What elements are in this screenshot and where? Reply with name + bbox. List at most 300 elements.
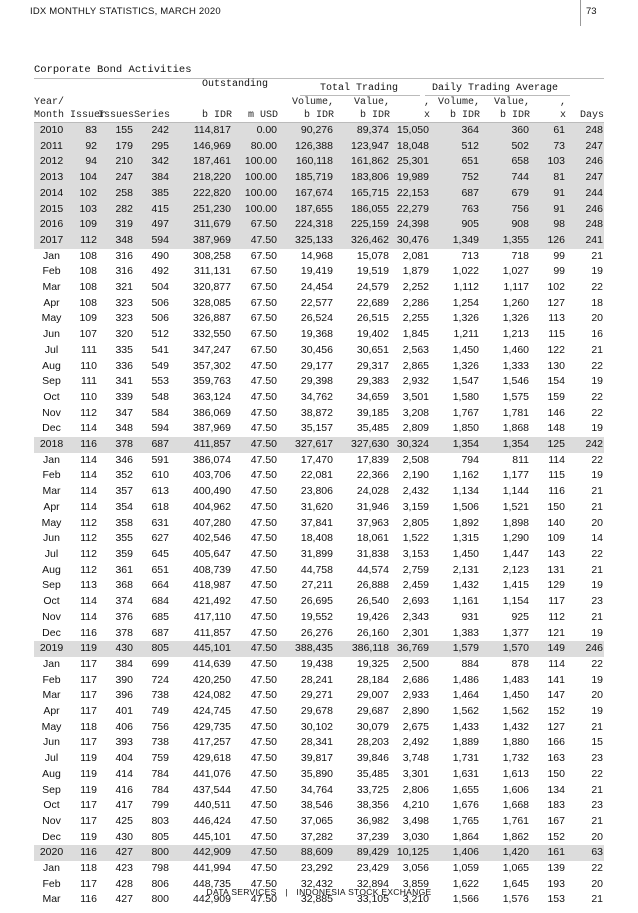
table-cell: 327,617: [278, 437, 334, 453]
table-cell: 2,459: [402, 579, 429, 592]
table-cell: 327,630: [334, 437, 390, 453]
document-header-title: IDX MONTHLY STATISTICS, MARCH 2020: [30, 6, 221, 17]
table-cell: 35,485: [356, 767, 389, 780]
table-cell: Mar: [42, 485, 61, 498]
table-cell: 150: [547, 767, 565, 780]
table-cell: 38,872: [300, 406, 333, 419]
table-cell: 316: [115, 249, 133, 262]
table-cell: 112: [548, 610, 565, 623]
table-cell: 1,576: [502, 893, 529, 906]
table-cell: 23,806: [300, 485, 333, 498]
column-header-top: ,: [423, 97, 430, 108]
table-cell: Apr: [43, 705, 60, 718]
table-cell: 140: [547, 516, 565, 529]
table-cell: Jul: [44, 547, 59, 560]
table-cell: 35,157: [300, 422, 333, 435]
table-cell: 1,420: [480, 845, 530, 861]
table-cell: 47.50: [250, 610, 277, 623]
table-cell: 23: [591, 799, 603, 812]
table-cell: 148: [547, 422, 565, 435]
table-cell: 658: [480, 154, 530, 170]
table-cell: 363,124: [193, 390, 231, 403]
column-header: b IDR: [449, 110, 480, 121]
table-cell: 1,406: [430, 845, 480, 861]
table-cell: 112: [80, 516, 97, 529]
table-cell: 30,651: [356, 343, 389, 356]
table-cell: 147: [547, 689, 565, 702]
table-cell: 152: [547, 830, 565, 843]
table-cell: 20: [591, 877, 603, 890]
table-cell: 22: [591, 359, 603, 372]
table-cell: 114: [80, 422, 97, 435]
table-cell: 445,101: [193, 830, 231, 843]
table-cell: 186,055: [334, 202, 390, 218]
table-cell: 811: [512, 453, 529, 466]
table-cell: 47.50: [250, 673, 277, 686]
table-cell: 798: [151, 862, 169, 875]
table-cell: 115: [548, 469, 565, 482]
table-cell: 39,817: [300, 752, 333, 765]
table-cell: 687: [430, 186, 480, 202]
table-cell: 752: [430, 170, 480, 186]
table-cell: 244: [566, 186, 604, 202]
table-cell: 47.50: [250, 532, 277, 545]
table-cell: 295: [134, 139, 170, 155]
table-cell: 387,969: [170, 233, 232, 249]
table-cell: 193: [547, 877, 565, 890]
table-cell: 378: [98, 437, 134, 453]
table-cell: 645: [151, 547, 169, 560]
table-cell: 116: [70, 845, 98, 861]
column-header-top: [232, 96, 278, 109]
table-row: [34, 563, 604, 579]
table-cell: 368: [115, 579, 133, 592]
table-cell: 631: [151, 516, 169, 529]
table-row-year: [34, 217, 604, 233]
table-cell: 20: [591, 830, 603, 843]
table-cell: 905: [430, 217, 480, 233]
table-cell: 402,546: [193, 532, 231, 545]
table-cell: 92: [70, 139, 98, 155]
table-cell: 2,081: [402, 249, 429, 262]
table-cell: 490: [151, 249, 169, 262]
table-cell: 2,492: [402, 736, 429, 749]
table-cell: 2,932: [402, 375, 429, 388]
table-cell: 47.50: [250, 579, 277, 592]
table-row: [34, 484, 604, 500]
column-header: b IDR: [359, 110, 390, 121]
table-cell: 14,968: [300, 249, 333, 262]
table-cell: 328,085: [193, 296, 231, 309]
table-cell: 417: [115, 799, 133, 812]
table-cell: 2011: [34, 139, 70, 155]
table-cell: 89,429: [334, 845, 390, 861]
table-cell: 1,522: [402, 532, 429, 545]
table-cell: 47.50: [250, 705, 277, 718]
table-cell: 104: [70, 170, 98, 186]
table-cell: Jul: [44, 752, 59, 765]
table-cell: 1,606: [502, 783, 529, 796]
table-cell: 20: [591, 689, 603, 702]
table-cell: 325,133: [278, 233, 334, 249]
table-cell: 358: [115, 516, 133, 529]
table-cell: 3,153: [402, 547, 429, 560]
table-cell: 2,252: [402, 281, 429, 294]
table-cell: 1,892: [452, 516, 479, 529]
table-cell: 2,508: [402, 453, 429, 466]
table-cell: 332,550: [193, 328, 231, 341]
table-cell: 166: [547, 736, 565, 749]
table-cell: Feb: [42, 673, 61, 686]
table-cell: 165,715: [334, 186, 390, 202]
table-cell: 112: [80, 406, 97, 419]
table-cell: 67.50: [232, 217, 278, 233]
table-cell: 1,546: [502, 375, 529, 388]
table-cell: 246: [566, 641, 604, 657]
table-row: [34, 720, 604, 736]
table-cell: 247: [566, 170, 604, 186]
table-cell: 31,620: [300, 500, 333, 513]
table-cell: 47.50: [250, 626, 277, 639]
table-cell: 160,118: [278, 154, 334, 170]
table-cell: 44,758: [300, 563, 333, 576]
table-cell: 67.50: [250, 265, 277, 278]
table-cell: 2,286: [402, 296, 429, 309]
table-cell: 31,946: [356, 500, 389, 513]
table-cell: 29,271: [300, 689, 333, 702]
table-cell: 83: [70, 123, 98, 139]
table-cell: 2,131: [452, 563, 479, 576]
table-cell: 117: [80, 877, 97, 890]
table-cell: 347: [115, 406, 133, 419]
table-row: [34, 830, 604, 846]
table-cell: 360: [480, 123, 530, 139]
table-cell: Oct: [43, 595, 60, 608]
table-cell: 1,483: [502, 673, 529, 686]
table-cell: 393: [115, 736, 133, 749]
table-cell: 442,909: [193, 893, 231, 906]
table-cell: 1,676: [452, 799, 479, 812]
table-cell: 1,022: [452, 265, 479, 278]
table-cell: 116: [548, 485, 565, 498]
table-cell: 339: [115, 390, 133, 403]
table-cell: 441,994: [193, 862, 231, 875]
table-cell: 114: [548, 657, 565, 670]
table-cell: 47.50: [250, 893, 277, 906]
footer-right: INDONESIA STOCK EXCHANGE: [296, 887, 432, 897]
table-cell: 1,460: [502, 343, 529, 356]
table-cell: 242: [134, 123, 170, 139]
column-header-top: [170, 96, 232, 109]
table-cell: 2019: [34, 641, 70, 657]
table-cell: 19,552: [300, 610, 333, 623]
table-cell: 103: [530, 154, 566, 170]
table-cell: 1,845: [402, 328, 429, 341]
table-cell: 1,333: [502, 359, 529, 372]
table-cell: 21: [591, 563, 603, 576]
table-cell: 47.50: [250, 814, 277, 827]
table-cell: 47.50: [232, 437, 278, 453]
table-row-year: [34, 170, 604, 186]
table-cell: 247: [98, 170, 134, 186]
table-cell: 218,220: [170, 170, 232, 186]
table-cell: 91: [530, 202, 566, 218]
table-cell: 80.00: [232, 139, 278, 155]
table-cell: 347,247: [193, 343, 231, 356]
table-cell: 117: [80, 657, 97, 670]
table-cell: 187,655: [278, 202, 334, 218]
table-cell: Feb: [42, 265, 61, 278]
table-cell: 134: [547, 783, 565, 796]
table-cell: 799: [151, 799, 169, 812]
table-row: [34, 280, 604, 296]
table-cell: 1,521: [502, 500, 529, 513]
table-cell: 417,257: [193, 736, 231, 749]
table-cell: 22,689: [356, 296, 389, 309]
table-cell: 2,933: [402, 689, 429, 702]
column-header-top-row: [34, 96, 604, 109]
table-cell: 28,341: [300, 736, 333, 749]
table-cell: 2020: [34, 845, 70, 861]
table-cell: 15,050: [390, 123, 430, 139]
table-cell: 387,969: [193, 422, 231, 435]
table-cell: 47.50: [250, 657, 277, 670]
table-cell: 100.00: [232, 186, 278, 202]
table-cell: 1,432: [452, 579, 479, 592]
table-cell: 506: [151, 296, 169, 309]
table-cell: 122: [547, 343, 565, 356]
table-cell: Jan: [43, 657, 60, 670]
table-cell: 1,433: [452, 720, 479, 733]
table-cell: 1,575: [502, 390, 529, 403]
table-cell: 143: [547, 547, 565, 560]
table-row-year: [34, 641, 604, 657]
table-cell: 117: [80, 736, 97, 749]
table-cell: 25,301: [390, 154, 430, 170]
table-cell: 36,769: [390, 641, 430, 657]
table-cell: 320,877: [193, 281, 231, 294]
table-cell: 242: [566, 437, 604, 453]
table-cell: 364: [430, 123, 480, 139]
table-cell: 2,255: [402, 312, 429, 325]
table-cell: 613: [151, 485, 169, 498]
table-cell: 154: [547, 375, 565, 388]
table-cell: Jun: [43, 532, 60, 545]
column-header: x: [559, 110, 566, 121]
table-cell: 1,732: [502, 752, 529, 765]
table-cell: 112: [80, 547, 97, 560]
table-cell: 23: [591, 595, 603, 608]
column-header-top: [566, 96, 604, 109]
table-cell: 553: [151, 375, 169, 388]
table-cell: 47.50: [250, 516, 277, 529]
table-cell: 152: [547, 705, 565, 718]
table-cell: 2,301: [402, 626, 429, 639]
table-cell: 113: [80, 579, 97, 592]
table-row: [34, 296, 604, 312]
table-cell: 1,765: [452, 814, 479, 827]
table-cell: 246: [566, 154, 604, 170]
table-cell: 2,809: [402, 422, 429, 435]
table-cell: 222,820: [170, 186, 232, 202]
table-cell: 1,326: [452, 312, 479, 325]
table-cell: 326,462: [334, 233, 390, 249]
column-header: Issues: [98, 110, 135, 121]
table-cell: 425: [115, 814, 133, 827]
table-cell: Jan: [43, 453, 60, 466]
table-cell: 61: [530, 123, 566, 139]
table-cell: 19: [591, 469, 603, 482]
table-cell: 687: [134, 437, 170, 453]
table-row: [34, 704, 604, 720]
table-cell: 1,898: [502, 516, 529, 529]
table-cell: 2,865: [402, 359, 429, 372]
table-cell: 541: [151, 343, 169, 356]
table-cell: 19,368: [300, 328, 333, 341]
table-cell: 100.00: [232, 154, 278, 170]
table-cell: 81: [530, 170, 566, 186]
table-cell: 1,450: [452, 343, 479, 356]
table-cell: 241: [566, 233, 604, 249]
table-cell: 407,280: [193, 516, 231, 529]
table-cell: 26,888: [356, 579, 389, 592]
table-cell: 1,879: [402, 265, 429, 278]
table-cell: 20: [591, 516, 603, 529]
table-cell: 925: [511, 610, 529, 623]
column-header: b IDR: [201, 110, 232, 121]
table-cell: 1,562: [502, 705, 529, 718]
table-cell: 348: [115, 422, 133, 435]
table-cell: 805: [134, 641, 170, 657]
table-cell: 3,748: [402, 752, 429, 765]
table-row: [34, 500, 604, 516]
table-cell: Sep: [42, 579, 61, 592]
table-cell: 2,343: [402, 610, 429, 623]
table-cell: 411,857: [193, 626, 231, 639]
table-cell: 10,125: [390, 845, 430, 861]
table-cell: 119: [70, 641, 98, 657]
table-cell: 185,719: [278, 170, 334, 186]
table-cell: 121: [547, 626, 565, 639]
table-cell: 114: [548, 453, 565, 466]
table-cell: 117: [80, 673, 97, 686]
table-cell: 2,890: [402, 705, 429, 718]
table-cell: 3,056: [402, 862, 429, 875]
table-cell: 32,432: [300, 877, 333, 890]
table-cell: 584: [151, 406, 169, 419]
table-cell: 26,160: [356, 626, 389, 639]
table-cell: 114: [80, 453, 97, 466]
table-cell: 1,731: [452, 752, 479, 765]
table-cell: Dec: [42, 626, 61, 639]
table-cell: 415: [134, 202, 170, 218]
table-cell: 2012: [34, 154, 70, 170]
table-cell: 357: [115, 485, 133, 498]
table-cell: 1,117: [503, 281, 529, 294]
table-cell: 47.50: [250, 547, 277, 560]
table-cell: 32,885: [300, 893, 333, 906]
table-cell: 248: [566, 217, 604, 233]
table-cell: 427: [98, 845, 134, 861]
table-cell: 19: [591, 422, 603, 435]
table-row: [34, 798, 604, 814]
table-row-year: [34, 139, 604, 155]
table-row: [34, 688, 604, 704]
table-cell: 114,817: [170, 123, 232, 139]
table-cell: 118: [80, 862, 97, 875]
table-cell: 1,349: [430, 233, 480, 249]
table-cell: 224,318: [278, 217, 334, 233]
table-row: [34, 814, 604, 830]
table-cell: 1,162: [452, 469, 479, 482]
table-cell: 119: [80, 767, 97, 780]
table-cell: 1,850: [452, 422, 479, 435]
table-cell: Dec: [42, 422, 61, 435]
table-cell: 1,383: [452, 626, 479, 639]
table-cell: 1,326: [502, 312, 529, 325]
table-cell: 161,862: [334, 154, 390, 170]
table-cell: 430: [98, 641, 134, 657]
table-cell: 110: [80, 390, 97, 403]
table-cell: Mar: [42, 893, 61, 906]
table-cell: May: [41, 312, 62, 325]
table-cell: 109: [70, 217, 98, 233]
table-cell: 323: [115, 312, 133, 325]
table-cell: 651: [430, 154, 480, 170]
column-header: Series: [134, 110, 171, 121]
table-cell: 1,613: [502, 767, 529, 780]
table-cell: 129: [547, 579, 565, 592]
table-cell: 908: [480, 217, 530, 233]
table-cell: 19,989: [390, 170, 430, 186]
table-cell: 319: [98, 217, 134, 233]
table-cell: 354: [115, 500, 133, 513]
table-row: [34, 327, 604, 343]
page-number: 73: [586, 6, 597, 17]
table-cell: 18,061: [356, 532, 389, 545]
table-cell: 352: [115, 469, 133, 482]
table-row: [34, 468, 604, 484]
table-cell: 183,806: [334, 170, 390, 186]
table-cell: 417,110: [193, 610, 231, 623]
table-cell: 38,356: [356, 799, 389, 812]
table-cell: 21: [591, 610, 603, 623]
table-cell: 47.50: [250, 359, 277, 372]
table-cell: 146,969: [170, 139, 232, 155]
table-cell: 47.50: [250, 767, 277, 780]
table-cell: 21: [591, 485, 603, 498]
table-row: [34, 861, 604, 877]
table-cell: 22: [591, 767, 603, 780]
table-cell: 803: [151, 814, 169, 827]
table-cell: 47.50: [250, 862, 277, 875]
table-cell: 1,570: [480, 641, 530, 657]
table-cell: 2,759: [402, 563, 429, 576]
table-cell: 23,292: [300, 862, 333, 875]
table-cell: 26,276: [300, 626, 333, 639]
table-cell: 1,580: [452, 390, 479, 403]
table-cell: 102: [547, 281, 565, 294]
table-cell: 1,377: [502, 626, 529, 639]
table-cell: 123,947: [334, 139, 390, 155]
table-row: [34, 453, 604, 469]
table-row: [34, 374, 604, 390]
table-cell: 114: [80, 485, 97, 498]
table-cell: 125: [530, 437, 566, 453]
table-cell: 21: [591, 343, 603, 356]
table-cell: 427: [115, 893, 133, 906]
table-cell: 119: [80, 752, 97, 765]
